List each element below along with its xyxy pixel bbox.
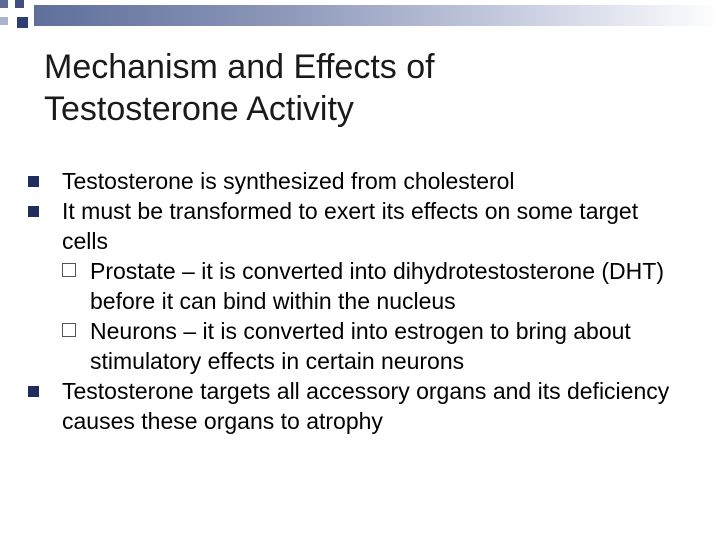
- page-title: [44, 46, 684, 130]
- deco-square-icon: [0, 0, 8, 8]
- sub-list-item: [28, 256, 688, 316]
- sub-list-item: [28, 316, 688, 376]
- title-line-2: Testosterone Activity: [44, 90, 354, 128]
- filled-square-icon: [28, 176, 39, 187]
- header-decoration: [0, 0, 720, 40]
- deco-square-icon: [0, 17, 8, 25]
- list-item: [28, 376, 688, 436]
- list-item: [28, 196, 688, 256]
- list-item: [28, 166, 688, 196]
- list-item-text: It must be transformed to exert its effects on some target cells: [62, 198, 639, 254]
- sub-list-item-text: Prostate – it is converted into dihydrotestosterone (DHT) before it can bind within the nucleus: [90, 258, 664, 314]
- list-item-text: Testosterone targets all accessory organs and its deficiency causes these organs to atrophy: [62, 378, 670, 434]
- bullet-list: [28, 166, 688, 436]
- list-item-text: Testosterone is synthesized from cholesterol: [62, 168, 515, 194]
- deco-square-icon: [15, 0, 24, 8]
- filled-square-icon: [28, 206, 39, 217]
- deco-square-icon: [17, 17, 28, 28]
- filled-square-icon: [28, 386, 39, 397]
- header-bar: [34, 5, 720, 26]
- hollow-square-icon: [62, 263, 76, 277]
- sub-list-item-text: Neurons – it is converted into estrogen to bring about stimulatory effects in certain neurons: [90, 318, 631, 374]
- hollow-square-icon: [62, 323, 76, 337]
- title-line-1: Mechanism and Effects of: [44, 48, 435, 86]
